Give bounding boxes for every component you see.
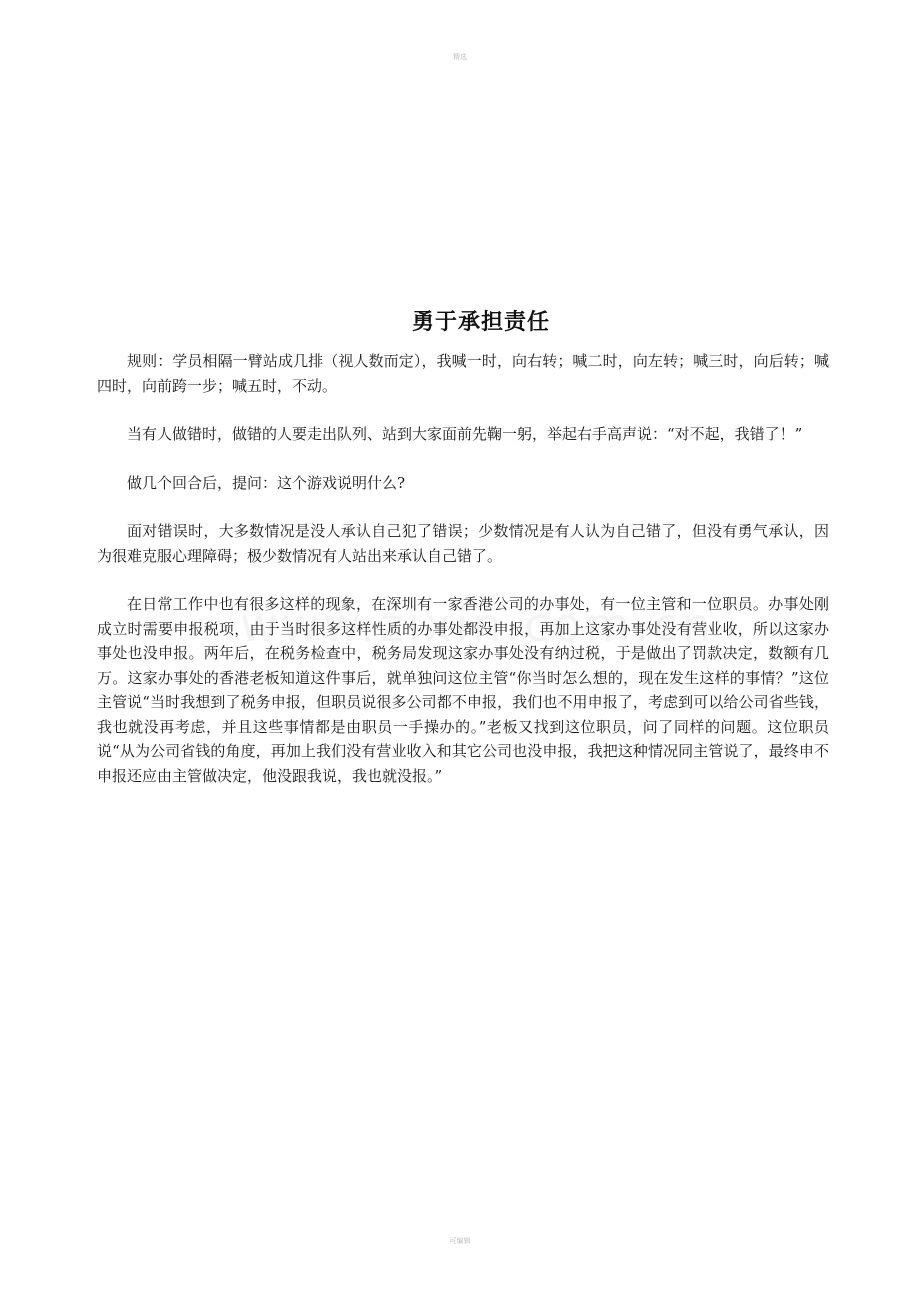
document-body [97,349,829,812]
paragraph-analysis: 面对错误时，大多数情况是没人承认自己犯了错误；少数情况是有人认为自己错了，但没有勇气承认，因为很难克服心理障碍；极少数情况有人站出来承认自己错了。 [97,522,829,565]
paragraph-mistake: 当有人做错时，做错的人要走出队列、站到大家面前先鞠一躬，举起右手高声说：“对不起，我错了！” [127,425,803,443]
paragraph-question: 做几个回合后，提问：这个游戏说明什么? [127,473,406,492]
paragraph-case-story: 在日常工作中也有很多这样的现象，在深圳有一家香港公司的办事处，有一位主管和一位职员。办事处刚成立时需要申报税项，由于当时很多这样性质的办事处都没申报，再加上这家办事处没有营业收，所以这家办事处也没申报。两年后，在税务检查中，税务局发现这家办事处没有纳过税，于是做出了罚款决定，数额有几万。这家办事处的香港老板知道这件事后，就单独问这位主管“你当时怎么想的，现在发生这样的事情？”这位主管说“当时我想到了税务申报，但职员说很多公司都不申报，我们也不用申报了，考虑到可以给公司省些钱，我也就没再考虑，并且这些事情都是由职员一手操办的。”老板又找到这位职员，问了同样的问题。这位职员说“从为公司省钱的角度，再加上我们没有营业收入和其它公司也没申报，我把这种情况同主管说了，最终申不申报还应由主管做决定，他没跟我说，我也就没报。” [97,595,829,785]
page-footer-mark: 可编辑 [449,1237,471,1245]
paragraph-rules: 规则：学员相隔一臂站成几排（视人数而定），我喊一时，向右转；喊二时，向左转；喊三时，向后转；喊四时，向前跨一步；喊五时，不动。 [97,352,829,395]
page-title: 勇于承担责任 [411,309,550,335]
page-header-mark: 精选 [453,53,467,61]
